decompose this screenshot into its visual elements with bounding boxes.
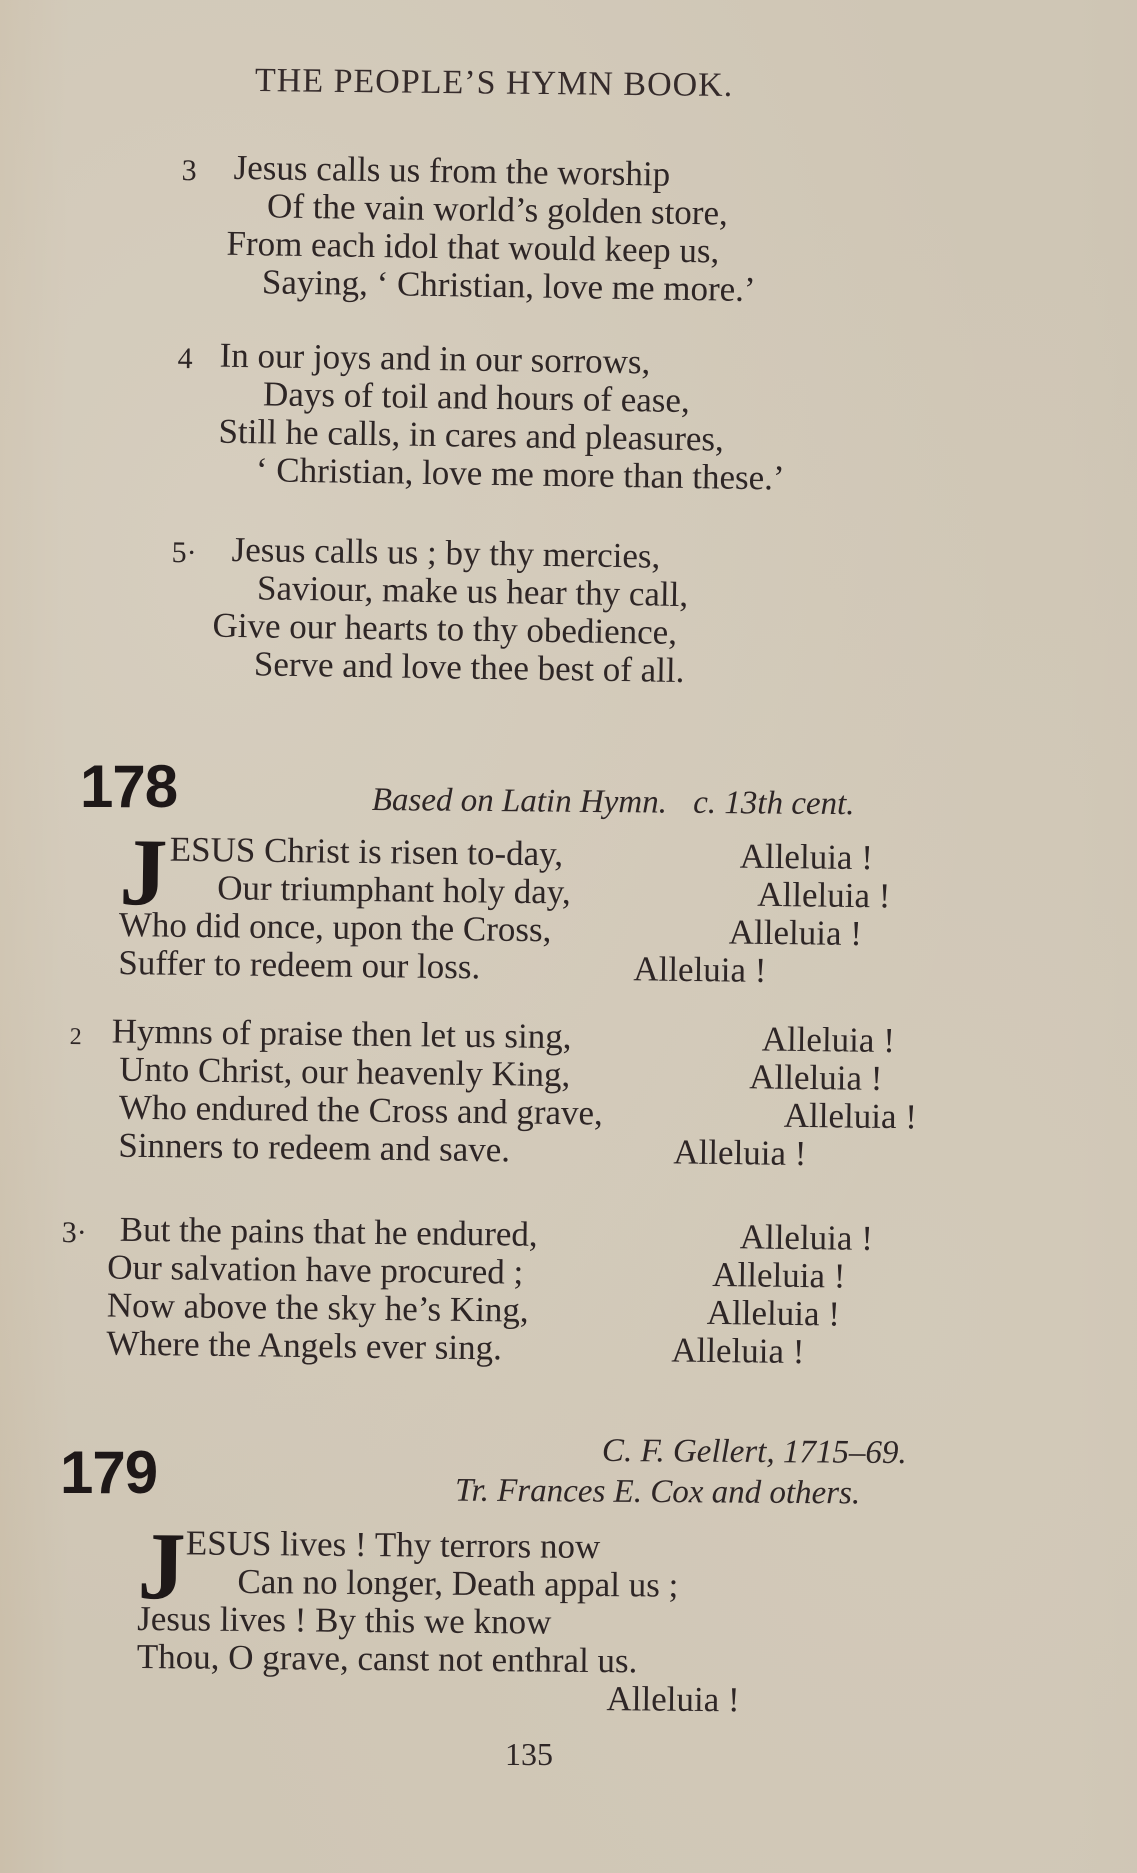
verse-line: ‘ Christian, love me more than these.’ <box>255 450 785 498</box>
lyric: Where the Angels ever sing. <box>106 1323 503 1368</box>
verse-line <box>118 1125 807 1174</box>
lyric: Suffer to redeem our loss. <box>118 942 481 987</box>
dropcap-letter: J <box>118 818 169 926</box>
hymn-179-translator: Tr. Frances E. Cox and others. <box>454 1472 861 1512</box>
verse-line <box>217 868 891 916</box>
verse-line <box>107 1247 846 1296</box>
verse-line: Serve and love thee best of all. <box>253 644 685 691</box>
verse-3-continued <box>180 147 756 310</box>
verse-line: Still he calls, in cares and pleasures, <box>218 411 725 459</box>
verse-line: Give our hearts to thy obedience, <box>212 605 678 652</box>
alleluia-refrain: Alleluia ! <box>606 1679 740 1720</box>
verse-line <box>119 1209 874 1258</box>
alleluia-refrain: Alleluia ! <box>761 1019 896 1061</box>
verse-line <box>106 1323 805 1372</box>
hymn-number-178: 178 <box>80 753 178 820</box>
verse-line: Saviour, make us hear thy call, <box>256 568 689 615</box>
verse-line <box>118 904 863 954</box>
alleluia-refrain: Alleluia ! <box>706 1292 841 1334</box>
verse-line: Of the vain world’s golden store, <box>266 186 729 233</box>
verse-line: In our joys and in our sorrows, <box>219 335 651 382</box>
hymn-178-verse-2 <box>68 1011 918 1174</box>
verse-line: From each idol that would keep us, <box>226 223 720 271</box>
verse-line <box>169 829 874 878</box>
lyric: Hymns of praise then let us sing, <box>111 1011 572 1057</box>
hymn-178-verse-1 <box>118 818 891 990</box>
hymn-178-attribution <box>372 782 855 823</box>
hymn-178-verse-3 <box>60 1209 874 1372</box>
lyric: Our triumphant holy day, <box>217 868 572 912</box>
verse-line <box>106 1285 841 1334</box>
verse-number: 3· <box>61 1215 87 1250</box>
verse-line: ESUS lives ! Thy terrors now <box>185 1523 601 1567</box>
hymn-number-179: 179 <box>60 1439 158 1506</box>
lyric: Who endured the Cross and grave, <box>118 1087 604 1133</box>
verse-4-continued <box>176 335 785 498</box>
alleluia-refrain: Alleluia ! <box>673 1132 807 1174</box>
attribution-source: Based on Latin Hymn. <box>371 782 668 821</box>
verse-number: 2 <box>69 1023 82 1051</box>
alleluia-refrain: Alleluia ! <box>757 874 891 916</box>
verse-line: Thou, O grave, canst not enthral us. <box>136 1636 638 1681</box>
verse-line: Jesus calls us from the worship <box>233 147 671 194</box>
lyric: But the pains that he endured, <box>119 1209 538 1254</box>
dropcap-letter: J <box>137 1512 187 1620</box>
verse-line: Days of toil and hours of ease, <box>262 374 691 421</box>
verse-5-continued <box>170 529 689 691</box>
alleluia-refrain: Alleluia ! <box>633 949 767 990</box>
lyric: Sinners to redeem and save. <box>118 1125 511 1170</box>
verse-number: 4 <box>177 341 193 376</box>
verse-number: 3 <box>181 153 197 188</box>
attribution-date: c. 13th cent. <box>693 784 855 823</box>
hymn-179-verse-1 <box>136 1512 740 1720</box>
verse-line: Jesus calls us ; by thy mercies, <box>231 529 661 576</box>
verse-line: Saying, ‘ Christian, love me more.’ <box>261 262 756 310</box>
lyric: Who did once, upon the Cross, <box>118 904 552 950</box>
verse-number: 5· <box>171 535 197 570</box>
verse-line: Can no longer, Death appal us ; <box>237 1561 679 1605</box>
running-head: THE PEOPLE’S HYMN BOOK. <box>254 62 734 105</box>
verse-line: Jesus lives ! By this we know <box>137 1598 552 1642</box>
alleluia-refrain: Alleluia ! <box>671 1330 805 1372</box>
lyric: Now above the sky he’s King, <box>106 1285 529 1330</box>
page-number: 135 <box>505 1736 553 1772</box>
lyric: Our salvation have procured ; <box>107 1247 524 1292</box>
lyric: ESUS Christ is risen to-day, <box>169 829 564 874</box>
alleluia-refrain: Alleluia ! <box>739 1217 874 1258</box>
alleluia-refrain: Alleluia ! <box>728 912 863 954</box>
alleluia-refrain: Alleluia ! <box>749 1057 883 1098</box>
alleluia-refrain: Alleluia ! <box>783 1095 918 1137</box>
alleluia-refrain: Alleluia ! <box>712 1254 846 1296</box>
alleluia-refrain: Alleluia ! <box>739 836 874 878</box>
verse-line <box>118 942 767 990</box>
lyric: Unto Christ, our heavenly King, <box>119 1049 571 1095</box>
hymn-179-author: C. F. Gellert, 1715–69. <box>601 1432 907 1472</box>
